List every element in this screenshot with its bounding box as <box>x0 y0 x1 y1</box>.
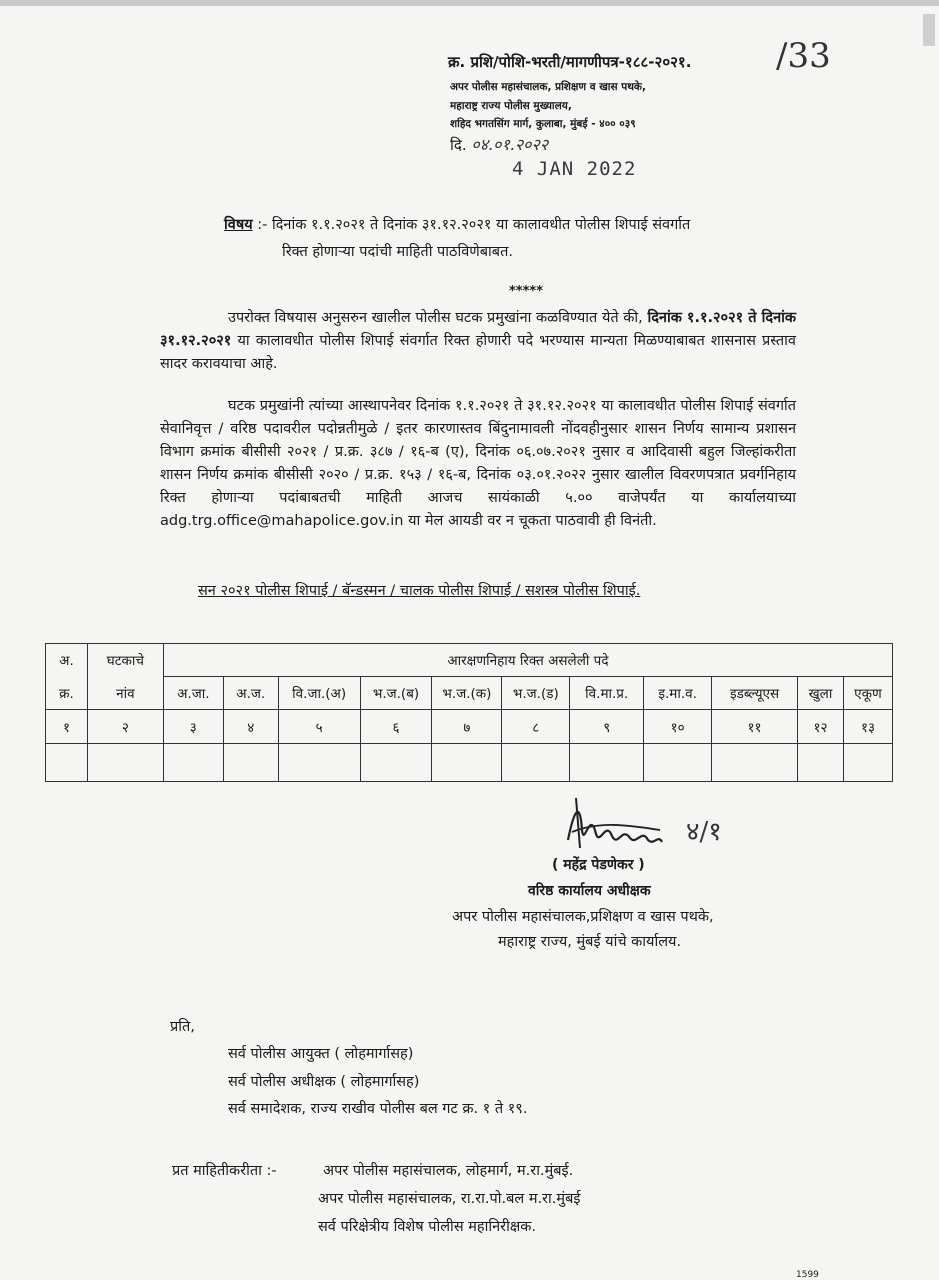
reservation-group-header: आरक्षणनिहाय रिक्त असलेली पदे <box>163 644 892 677</box>
column-header: इडब्ल्यूएस <box>712 677 798 710</box>
table-title: सन २०२१ पोलीस शिपाई / बॅन्डस्मन / चालक पोलीस शिपाई / सशस्त्र पोलीस शिपाई. <box>198 583 641 599</box>
column-number: १३ <box>843 710 892 744</box>
subject-line-1: :- दिनांक १.१.२०२१ ते दिनांक ३१.१२.२०२१ या कालावधीत पोलीस शिपाई संवर्गात <box>257 217 691 233</box>
page-number: 1599 <box>796 1270 819 1280</box>
column-number: ६ <box>360 710 432 744</box>
signatory-designation: वरिष्ठ कार्यालय अधीक्षक <box>528 883 651 899</box>
column-header: भ.ज.(ब) <box>360 677 432 710</box>
column-header: अ.ज. <box>223 677 278 710</box>
date-prefix: दि. <box>450 136 467 154</box>
serial-header-bottom: क्र. <box>46 677 88 710</box>
column-number: ५ <box>278 710 360 744</box>
paragraph-1 <box>160 307 796 376</box>
copy-recipient: सर्व परिक्षेत्रीय विशेष पोलीस महानिरीक्षक. <box>318 1219 536 1235</box>
column-number: २ <box>87 710 163 744</box>
recipient: सर्व समादेशक, राज्य राखीव पोलीस बल गट क्र. १ ते १९. <box>228 1101 528 1117</box>
paragraph-1-start: उपरोक्त विषयास अनुसरुन खालील पोलीस घटक प्रमुखांना कळविण्यात येते की, <box>228 310 648 326</box>
subject-line-2: रिक्त होणाऱ्या पदांची माहिती पाठविणेबाबत. <box>282 244 513 260</box>
column-number: ७ <box>432 710 502 744</box>
reference-number: क्र. प्रशि/पोशि-भरती/मागणीपत्र-१८८-२०२१. <box>448 53 692 71</box>
column-number: ४ <box>223 710 278 744</box>
scan-top-edge <box>0 0 939 6</box>
scan-edge-mark <box>923 14 935 46</box>
office-line-2: महाराष्ट्र राज्य पोलीस मुख्यालय, <box>450 100 572 112</box>
column-header: भ.ज.(ड) <box>502 677 570 710</box>
column-number: ३ <box>163 710 223 744</box>
column-number: १२ <box>798 710 844 744</box>
received-date-stamp: 4 JAN 2022 <box>512 158 637 180</box>
column-header: वि.जा.(अ) <box>278 677 360 710</box>
subject-label: विषय <box>224 217 253 233</box>
column-number: १ <box>46 710 88 744</box>
subject <box>224 212 690 266</box>
signature-handwritten-date: ४/१ <box>686 817 722 847</box>
signatory-name: ( महेंद्र पेडणेकर ) <box>552 857 645 873</box>
separator: ***** <box>509 284 543 299</box>
paragraph-2: घटक प्रमुखांनी त्यांच्या आस्थापनेवर दिनांक १.१.२०२१ ते ३१.१२.२०२१ या कालावधीत पोलीस शिपाई संवर्गात सेवानिवृत्त / वरिष्ठ पदावरील पदोन्नतीमुळे / इतर कारणास्तव बिंदुनामावली नोंदवहीनुसार शासन निर्णय सामान्य प्रशासन विभाग क्रमांक बीसीसी २०२१ / प्र.क्र. ३८७ / १६-ब (ए), दिनांक ०६.०७.२०२१ नुसार व आदिवासी बहुल जिल्हांकरीता शासन निर्णय क्रमांक बीसीसी २०२० / प्र.क्र. १५३ / १६-ब, दिनांक ०३.०१.२०२२ नुसार खालील विवरणपत्रात प्रवर्गनिहाय रिक्त होणाऱ्या पदांबाबतची माहिती आजच सायंकाळी ५.०० वाजेपर्यंत या कार्यालयाच्या adg.trg.office@mahapolice.gov.in या मेल आयडी वर न चूकता पाठवावी ही विनंती. <box>160 398 796 529</box>
unit-header-top: घटकाचे <box>87 644 163 677</box>
paragraph-1-bold: दिनांक १.१.२०२१ ते दिनांक ३१.१२.२०२१ <box>160 310 797 349</box>
column-number: ८ <box>502 710 570 744</box>
column-header: अ.जा. <box>163 677 223 710</box>
handwritten-reference: /33 <box>776 36 831 76</box>
recipient: सर्व पोलीस अधीक्षक ( लोहमार्गासह) <box>228 1074 420 1090</box>
copy-recipient: अपर पोलीस महासंचालक, लोहमार्ग, म.रा.मुंबई. <box>323 1163 574 1179</box>
handwritten-date: ०४.०१.२०२२ <box>471 135 549 154</box>
vacancy-table <box>45 643 893 782</box>
column-header: एकूण <box>843 677 892 710</box>
signatory-office-line-2: महाराष्ट्र राज्य, मुंबई यांचे कार्यालय. <box>498 934 682 950</box>
table-empty-row <box>46 744 893 782</box>
office-line-3: शहिद भगतसिंग मार्ग, कुलाबा, मुंबई - ४०० ०३९ <box>450 118 636 130</box>
to-label: प्रति, <box>170 1019 195 1035</box>
serial-header-top: अ. <box>46 644 88 677</box>
column-header: इ.मा.व. <box>644 677 712 710</box>
column-header: खुला <box>798 677 844 710</box>
recipient: सर्व पोलीस आयुक्त ( लोहमार्गासह) <box>228 1046 414 1062</box>
unit-header-bottom: नांव <box>87 677 163 710</box>
paragraph-1-end: या कालावधीत पोलीस शिपाई संवर्गात रिक्त होणारी पदे भरण्यास मान्यता मिळण्याबाबत शासनास प्रस्ताव सादर करावयाचा आहे. <box>160 333 796 372</box>
column-header: वि.मा.प्र. <box>570 677 644 710</box>
column-header: भ.ज.(क) <box>432 677 502 710</box>
column-number: १० <box>644 710 712 744</box>
copy-label: प्रत माहितीकरीता :- <box>172 1163 277 1179</box>
column-number: ९ <box>570 710 644 744</box>
copy-recipient: अपर पोलीस महासंचालक, रा.रा.पो.बल म.रा.मुंबई <box>318 1191 581 1207</box>
date-line <box>450 133 548 155</box>
office-line-1: अपर पोलीस महासंचालक, प्रशिक्षण व खास पथके, <box>450 81 646 93</box>
signatory-office-line-1: अपर पोलीस महासंचालक,प्रशिक्षण व खास पथके, <box>452 909 714 925</box>
column-number: ११ <box>712 710 798 744</box>
